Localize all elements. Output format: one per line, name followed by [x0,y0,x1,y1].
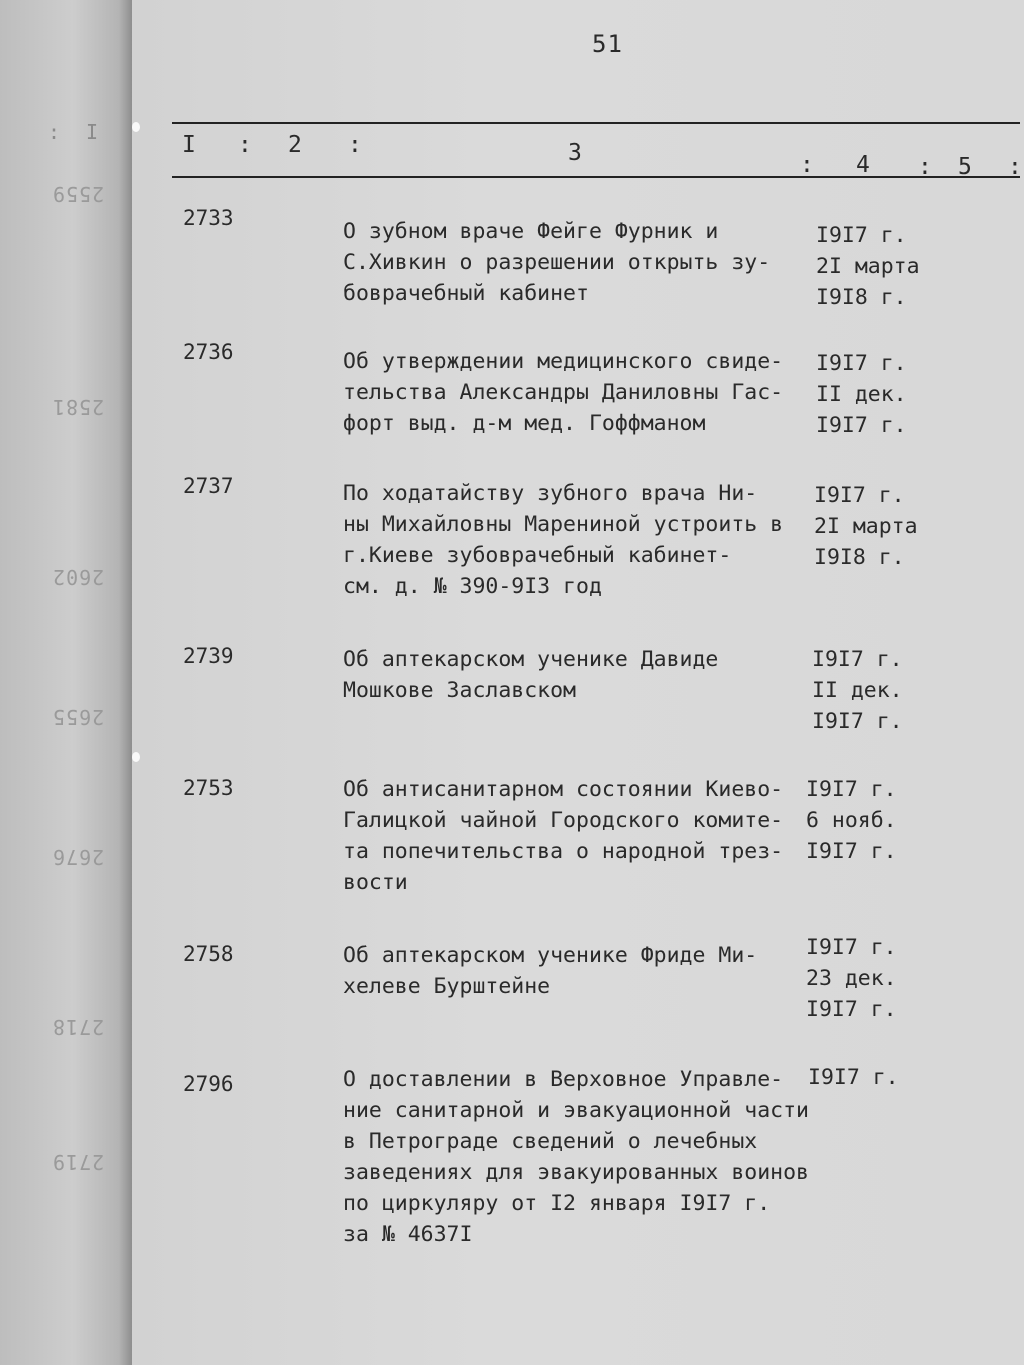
entry-dates [806,932,897,1025]
entry-number: 2737 [183,474,234,498]
date-line: I9I7 г. [812,709,903,734]
header-col-4: 4 [856,152,870,178]
header-col-5: 5 [958,154,972,180]
header-top-rule [172,122,1020,124]
date-line: I9I8 г. [816,285,907,310]
description-line: Мошкове Заславском [343,678,576,703]
ghost-number: 2581 [52,395,105,419]
entry-number: 2736 [183,340,234,364]
entry-number: 2758 [183,942,234,966]
header-col-1: I [182,132,196,158]
description-line: Галицкой чайной Городского комите- [343,808,784,833]
list-item [0,206,1024,310]
binding-hole [132,122,140,132]
entry-number: 2753 [183,776,234,800]
date-line: I9I7 г. [806,777,897,802]
ghost-number: 2718 [52,1015,105,1039]
description-line: г.Киеве зубоврачебный кабинет- [343,543,732,568]
ghost-column-one: I [86,120,99,144]
description-line: Об утверждении медицинского свиде- [343,349,784,374]
date-line: II дек. [812,678,903,703]
date-line: I9I8 г. [814,545,905,570]
entry-dates [808,1062,899,1093]
header-separator: : [918,154,932,180]
description-line: С.Хивкин о разрешении открыть зу- [343,250,771,275]
description-line: тельства Александры Даниловны Гас- [343,380,784,405]
date-line: I9I7 г. [806,997,897,1022]
ghost-colon: : [48,120,61,144]
entry-number: 2796 [183,1072,234,1096]
date-line: I9I7 г. [816,351,907,376]
date-line: I9I7 г. [816,413,907,438]
description-line: О зубном враче Фейге Фурник и [343,219,719,244]
entry-number: 2733 [183,206,234,230]
description-line: хелеве Бурштейне [343,974,551,999]
entry-description [343,216,813,309]
entry-description [343,1064,813,1250]
date-line: I9I7 г. [816,223,907,248]
header-separator: : [800,152,814,178]
description-line: см. д. № 390-9I3 год [343,574,602,599]
date-line: I9I7 г. [814,483,905,508]
date-line: I9I7 г. [812,647,903,672]
list-item [0,935,1024,1022]
entry-description [343,644,813,706]
description-line: та попечительства о народной трез- [343,839,784,864]
ghost-number: 2719 [52,1150,105,1174]
description-line: О доставлении в Верховное Управле- [343,1067,784,1092]
description-line: вости [343,870,408,895]
description-line: за № 4637I [343,1222,473,1247]
entry-dates [814,480,918,573]
entry-description [343,478,813,602]
entry-description [343,940,813,1002]
description-line: По ходатайству зубного врача Ни- [343,481,758,506]
description-line: боврачебный кабинет [343,281,589,306]
entry-number: 2739 [183,644,234,668]
ghost-number: 2602 [52,565,105,589]
date-line: 2I марта [814,514,918,539]
description-line: ние санитарной и эвакуационной части [343,1098,809,1123]
date-line: 23 дек. [806,966,897,991]
date-line: II дек. [816,382,907,407]
left-page-edge [0,0,132,1365]
date-line: 6 нояб. [806,808,897,833]
entry-description [343,774,813,898]
description-line: Об аптекарском ученике Давиде [343,647,719,672]
description-line: Об аптекарском ученике Фриде Ми- [343,943,758,968]
page-number: 51 [592,30,623,58]
ghost-number: 2676 [52,845,105,869]
header-col-3: 3 [568,140,582,166]
description-line: форт выд. д-м мед. Гоффманом [343,411,706,436]
entry-dates [816,348,907,441]
description-line: ны Михайловны Марениной устроить в [343,512,784,537]
entry-dates [816,220,920,313]
date-line: I9I7 г. [806,839,897,864]
date-line: 2I марта [816,254,920,279]
header-separator: : [1008,154,1022,180]
date-line: I9I7 г. [806,935,897,960]
binding-hole [132,752,140,762]
ghost-number: 2655 [52,705,105,729]
description-line: в Петрограде сведений о лечебных [343,1129,758,1154]
ghost-number: 2559 [52,182,105,206]
header-separator: : [348,132,362,158]
description-line: Об антисанитарном состоянии Киево- [343,777,784,802]
description-line: заведениях для эвакуированных воинов [343,1160,809,1185]
entry-description [343,346,813,439]
header-col-2: 2 [288,132,302,158]
entry-dates [812,644,903,737]
description-line: по циркуляру от I2 января I9I7 г. [343,1191,771,1216]
date-line: I9I7 г. [808,1065,899,1090]
header-bottom-rule [172,176,1020,178]
entry-dates [806,774,897,867]
header-separator: : [238,132,252,158]
